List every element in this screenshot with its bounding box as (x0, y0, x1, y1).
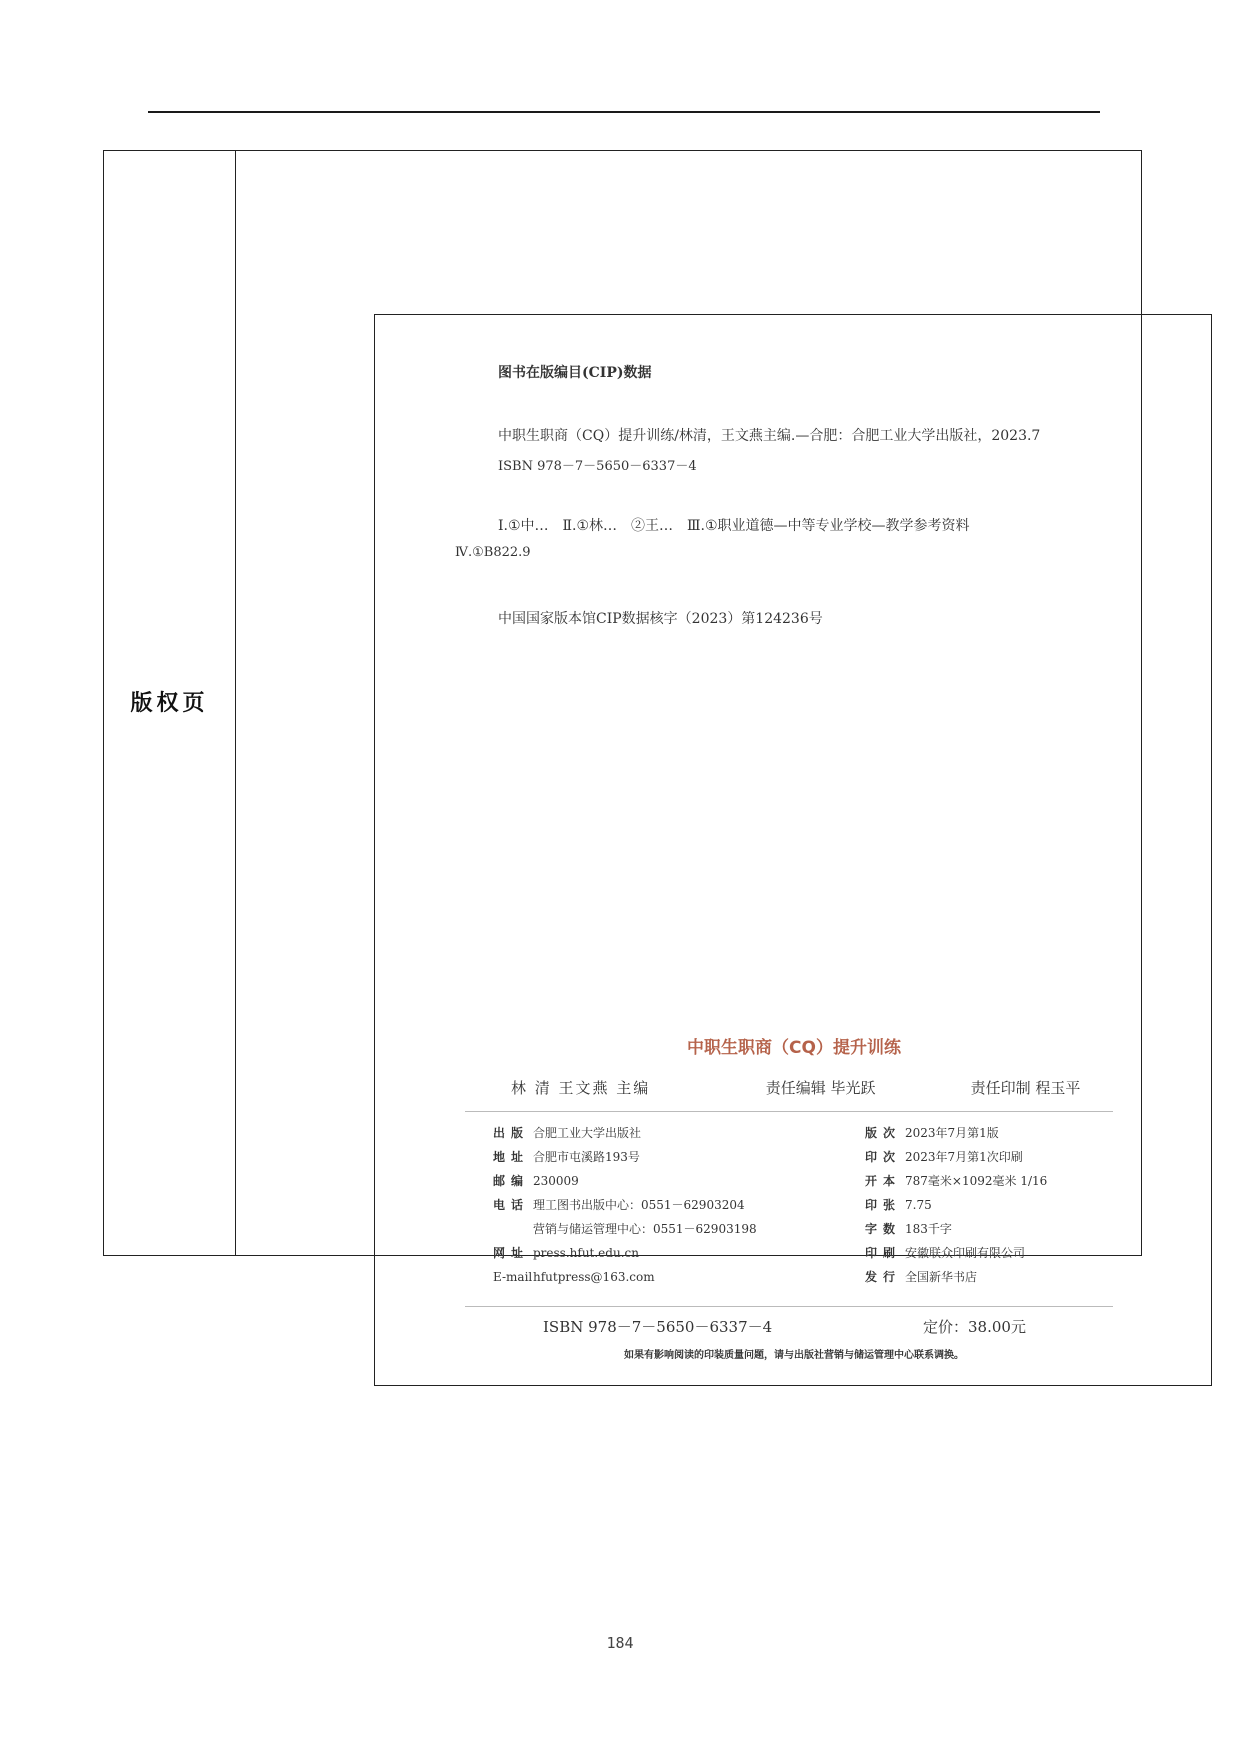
isbn: ISBN 978－7－5650－6337－4 (543, 1318, 773, 1336)
row-label: 版权页 (130, 690, 209, 716)
info-row: E-mailhfutpress@163.com (493, 1270, 655, 1284)
info-row: 营销与储运管理中心：0551－62903198 (533, 1222, 757, 1236)
cip-line-3: Ⅰ.①中… Ⅱ.①林… ②王… Ⅲ.①职业道德—中等专业学校—教学参考资料 (498, 518, 970, 534)
info-row: 版次 2023年7月第1版 (865, 1126, 999, 1140)
cip-isbn: ISBN 978－7－5650－6337－4 (498, 459, 697, 474)
cip-line-5: 中国国家版本馆CIP数据核字（2023）第124236号 (498, 611, 823, 627)
quality-notice: 如果有影响阅读的印装质量问题，请与出版社营销与储运管理中心联系调换。 (624, 1350, 964, 1361)
credits-printing-editor: 责任印制 程玉平 (970, 1079, 1081, 1097)
price: 定价：38.00元 (923, 1318, 1026, 1336)
info-row: 地址 合肥市屯溪路193号 (493, 1150, 640, 1164)
credits (511, 1077, 1080, 1098)
credits-editor: 责任编辑 毕光跃 (765, 1079, 876, 1097)
content-table (103, 150, 1142, 1361)
copyright-page-image (374, 314, 1212, 1386)
cip-line-1: 中职生职商（CQ）提升训练/林清，王文燕主编.—合肥：合肥工业大学出版社，2023.7 (498, 428, 1041, 444)
header-rule (148, 111, 1100, 113)
info-row: 邮编 230009 (493, 1174, 579, 1188)
info-row: 网址 press.hfut.edu.cn (493, 1246, 639, 1260)
book-title: 中职生职商（CQ）提升训练 (687, 1038, 901, 1058)
column-divider (235, 151, 236, 1255)
info-row: 印刷 安徽联众印刷有限公司 (865, 1246, 1026, 1260)
info-row: 字数 183千字 (865, 1222, 952, 1236)
info-row: 印张 7.75 (865, 1198, 932, 1212)
info-row: 开本 787毫米×1092毫米 1/16 (865, 1174, 1048, 1188)
info-row: 发行 全国新华书店 (865, 1270, 978, 1284)
cip-title: 图书在版编目(CIP)数据 (498, 365, 652, 381)
page-number: 184 (606, 1634, 634, 1652)
info-row: 电话 理工图书出版中心：0551－62903204 (493, 1198, 745, 1212)
info-row: 出版 合肥工业大学出版社 (493, 1126, 642, 1140)
divider-bottom (465, 1306, 1113, 1307)
credits-authors: 林 清 王文燕 主编 (511, 1079, 651, 1097)
info-row: 印次 2023年7月第1次印刷 (865, 1150, 1023, 1164)
divider-top (465, 1111, 1113, 1112)
publication-info-right (865, 1121, 1047, 1289)
cip-line-4: Ⅳ.①B822.9 (455, 545, 531, 560)
publication-info-left (493, 1121, 757, 1289)
